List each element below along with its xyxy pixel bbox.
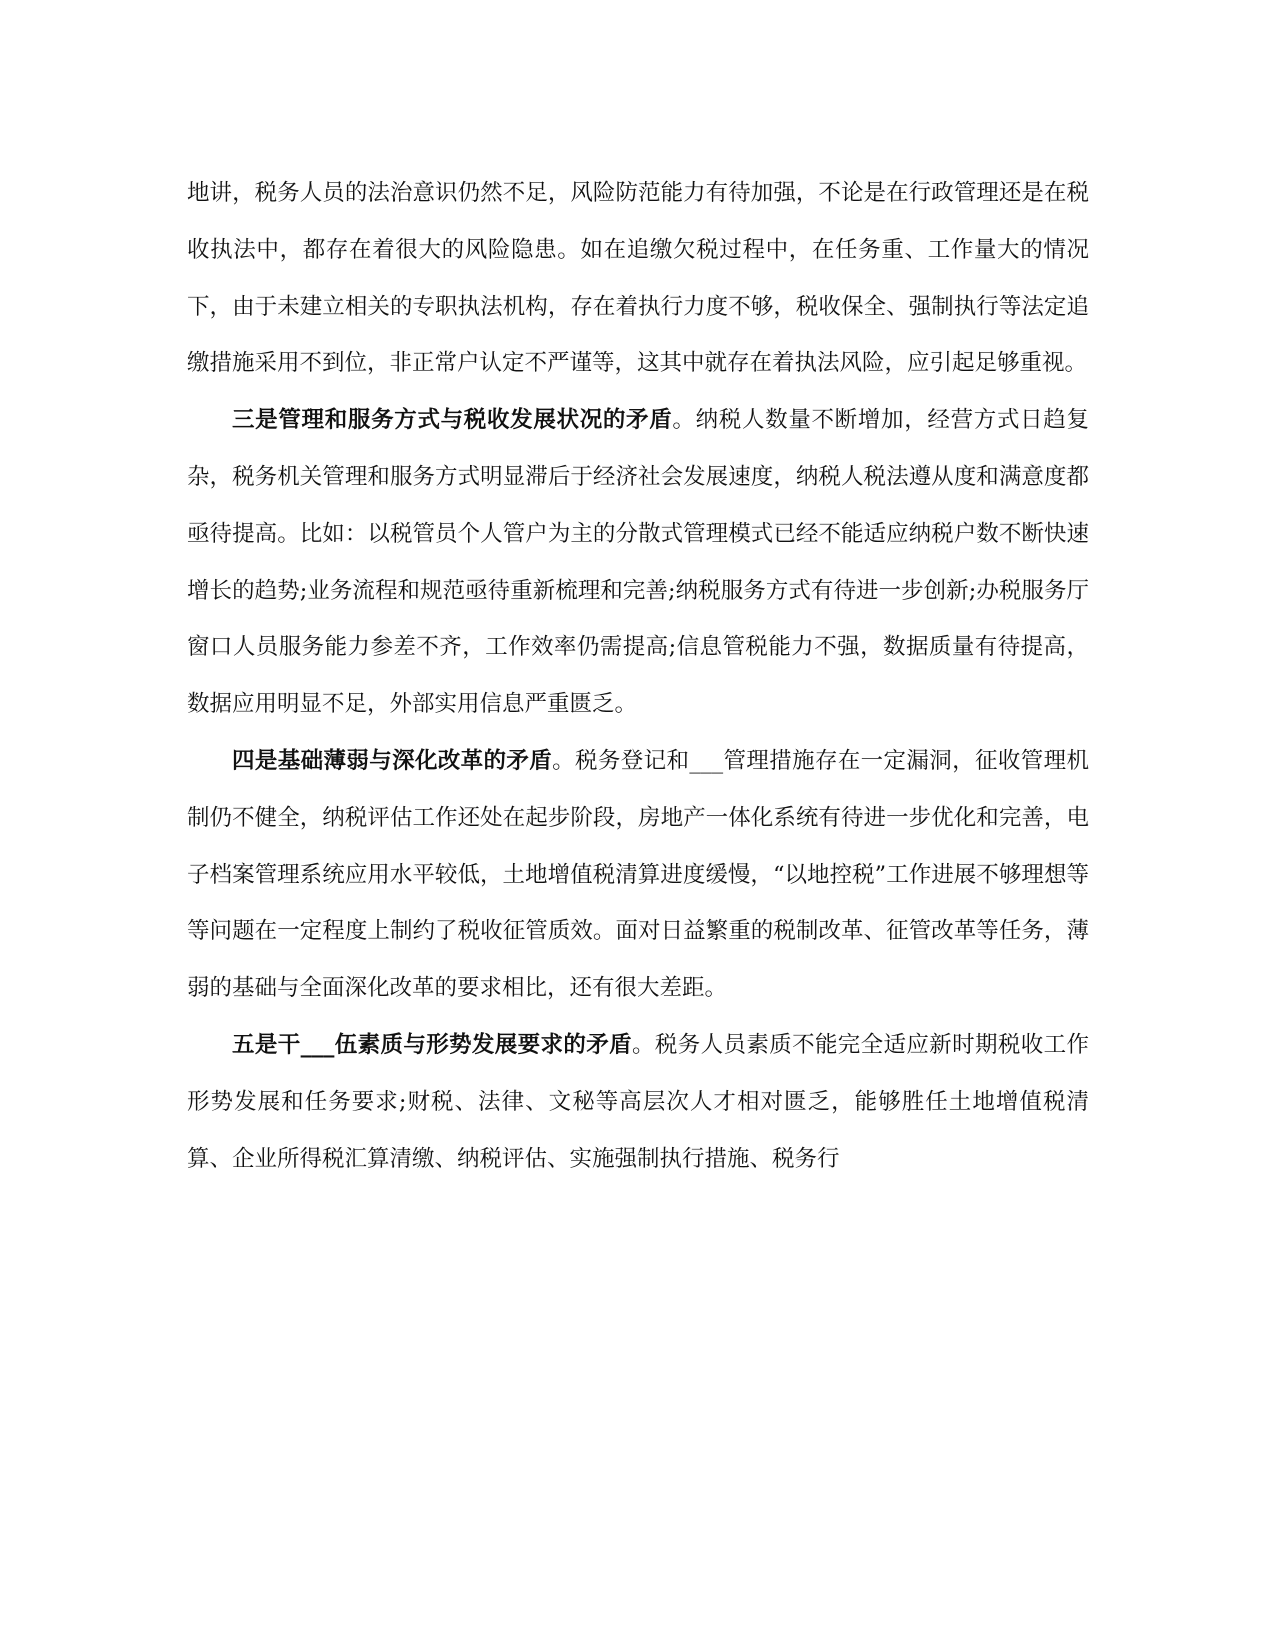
document-body	[187, 165, 1089, 1187]
paragraph-management-service	[187, 392, 1089, 733]
paragraph-foundation-reform	[187, 733, 1089, 1017]
paragraph-heading: 三是管理和服务方式与税收发展状况的矛盾	[232, 407, 673, 434]
paragraph-text: 。税务人员素质不能完全适应新时期税收工作形势发展和任务要求;财税、法律、文秘等高层次人才相对匮乏，能够胜任土地增值税清算、企业所得税汇算清缴、纳税评估、实施强制执行措施、税务行	[187, 1031, 1089, 1172]
paragraph-continuation	[187, 165, 1089, 392]
paragraph-text: 地讲，税务人员的法治意识仍然不足，风险防范能力有待加强，不论是在行政管理还是在税收执法中，都存在着很大的风险隐患。如在追缴欠税过程中，在任务重、工作量大的情况下，由于未建立相关的专职执法机构，存在着执行力度不够，税收保全、强制执行等法定追缴措施采用不到位，非正常户认定不严谨等，这其中就存在着执法风险，应引起足够重视。	[187, 180, 1089, 377]
paragraph-staff-quality	[187, 1017, 1089, 1187]
paragraph-text: 。税务登记和___管理措施存在一定漏洞，征收管理机制仍不健全，纳税评估工作还处在起步阶段，房地产一体化系统有待进一步优化和完善，电子档案管理系统应用水平较低，土地增值税清算进度缓慢，“以地控税”工作进展不够理想等等问题在一定程度上制约了税收征管质效。面对日益繁重的税制改革、征管改革等任务，薄弱的基础与全面深化改革的要求相比，还有很大差距。	[187, 747, 1089, 1002]
paragraph-text: 。纳税人数量不断增加，经营方式日趋复杂，税务机关管理和服务方式明显滞后于经济社会发展速度，纳税人税法遵从度和满意度都亟待提高。比如：以税管员个人管户为主的分散式管理模式已经不能适应纳税户数不断快速增长的趋势;业务流程和规范亟待重新梳理和完善;纳税服务方式有待进一步创新;办税服务厅窗口人员服务能力参差不齐，工作效率仍需提高;信息管税能力不强，数据质量有待提高，数据应用明显不足，外部实用信息严重匮乏。	[187, 407, 1089, 718]
paragraph-heading: 四是基础薄弱与深化改革的矛盾	[232, 747, 553, 774]
paragraph-heading: 五是干___伍素质与形势发展要求的矛盾	[232, 1031, 632, 1058]
